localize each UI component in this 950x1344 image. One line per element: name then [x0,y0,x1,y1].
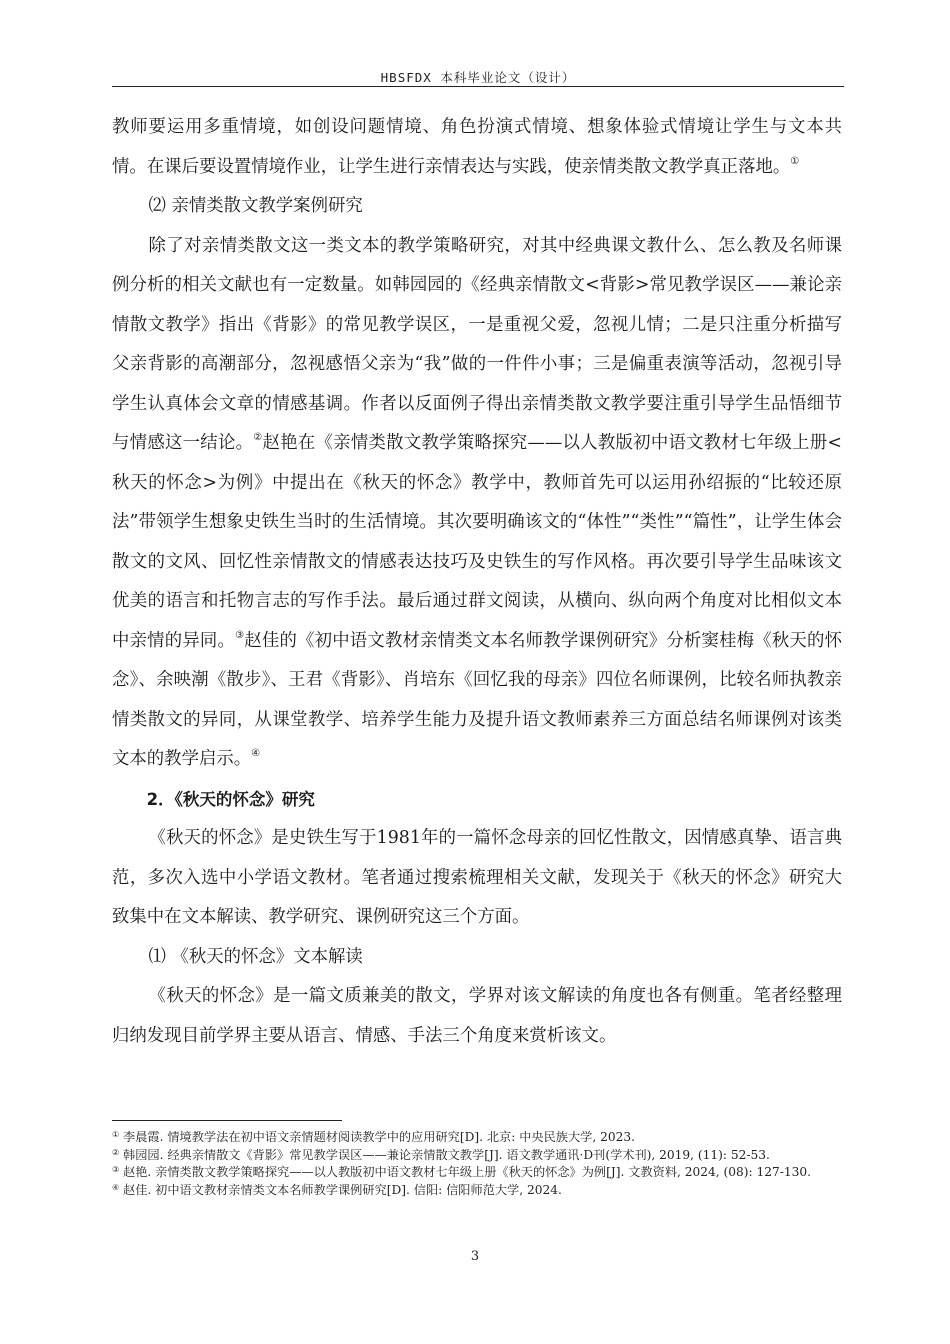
footnote-mark: ② [112,1147,120,1157]
header-rule [112,86,844,87]
body-text [112,108,842,1056]
footnote-text: 赵艳. 亲情类散文教学策略探究——以人教版初中语文教材七年级上册《秋天的怀念》为例[J]. 文教资料, 2024, (08): 127-130. [123,1165,812,1179]
paragraph: 《秋天的怀念》是史铁生写于1981年的一篇怀念母亲的回忆性散文，因情感真挚、语言典范，多次入选中小学语文教材。笔者通过搜索梳理相关文献，发现关于《秋天的怀念》研究大致集中在文本解读、教学研究、课例研究这三个方面。 [112,828,842,927]
footnote [112,1129,842,1147]
paragraph-text: 除了对亲情类散文这一类文本的教学策略研究，对其中经典课文教什么、怎么教及名师课例分析的相关文献也有一定数量。如韩园园的《经典亲情散文<背影>常见教学误区——兼论亲情散文教学》指出《背影》的常见教学误区，一是重视父爱，忽视儿情；二是只注重分析描写父亲背影的高潮部分，忽视感悟父亲为“我”做的一件件小事；三是偏重表演等活动，忽视引导学生认真体会文章的情感基调。作者以反面例子得出亲情类散文教学要注重引导学生品悟细节与情感这一结论。 [112,235,842,453]
footnote-mark: ① [112,1130,120,1139]
footnote-ref[interactable]: ① [790,155,800,167]
subsection-heading: ⑵ 亲情类散文教学案例研究 [148,196,363,216]
subsection-heading: ⑴ 《秋天的怀念》文本解读 [148,946,363,967]
footnote-rule [112,1120,342,1121]
paragraph-text: 赵佳的《初中语文教材亲情类文本名师教学课例研究》分析窦桂梅《秋天的怀念》、余映潮《散步》、王君《背影》、肖培东《回忆我的母亲》四位名师课例，比较名师执教亲情类散文的异同，从课堂教学、培养学生能力及提升语文教师素养三方面总结名师课例对该类文本的教学启示。 [112,630,842,769]
paragraph: 《秋天的怀念》是一篇文质兼美的散文，学界对该文解读的角度也各有侧重。笔者经整理归纳发现目前学界主要从语言、情感、手法三个角度来赏析该文。 [112,986,842,1046]
footnote [112,1147,842,1165]
paragraph-text: 教师要运用多重情境，如创设问题情境、角色扮演式情境、想象体验式情境让学生与文本共情。在课后要设置情境作业，让学生进行亲情表达与实践，使亲情类散文教学真正落地。 [112,117,842,177]
page-number: 3 [470,1249,480,1264]
footnote-mark: ④ [112,1182,120,1192]
footnotes [112,1129,842,1199]
paragraph [112,108,842,187]
footnote-ref[interactable]: ④ [251,748,261,759]
running-header: HBSFDX 本科毕业论文（设计） [380,70,576,85]
footnote-text: 韩园园. 经典亲情散文《背影》常见教学误区——兼论亲情散文教学[J]. 语文教学通讯·D刊(学术刊), 2019, (11): 52-53. [123,1147,770,1162]
footnote-ref[interactable]: ② [253,432,263,443]
footnote-text: 赵佳. 初中语文教材亲情类文本名师教学课例研究[D]. 信阳: 信阳师范大学, 2024. [123,1182,562,1197]
footnote-text: 李晨霞. 情境教学法在初中语文亲情题材阅读教学中的应用研究[D]. 北京: 中央民族大学, 2023. [123,1130,636,1144]
paragraph-text: 赵艳在《亲情类散文教学策略探究——以人教版初中语文教材七年级上册<秋天的怀念>为例》中提出在《秋天的怀念》教学中，教师首先可以运用孙绍振的“比较还原法”带领学生想象史铁生当时的生活情境。其次要明确该文的“体性”“类性”“篇性”，让学生体会散文的文风、回忆性亲情散文的情感表达技巧及史铁生的写作风格。再次要引导学生品味该文优美的语言和托物言志的写作手法。最后通过群文阅读，从横向、纵向两个角度对比相似文本中亲情的异同。 [112,433,843,651]
footnote-mark: ③ [112,1165,120,1174]
footnote [112,1164,842,1182]
section-heading: 2．《秋天的怀念》研究 [146,789,315,809]
paragraph [112,227,842,780]
footnote-ref[interactable]: ③ [235,629,245,641]
footnote [112,1182,842,1200]
